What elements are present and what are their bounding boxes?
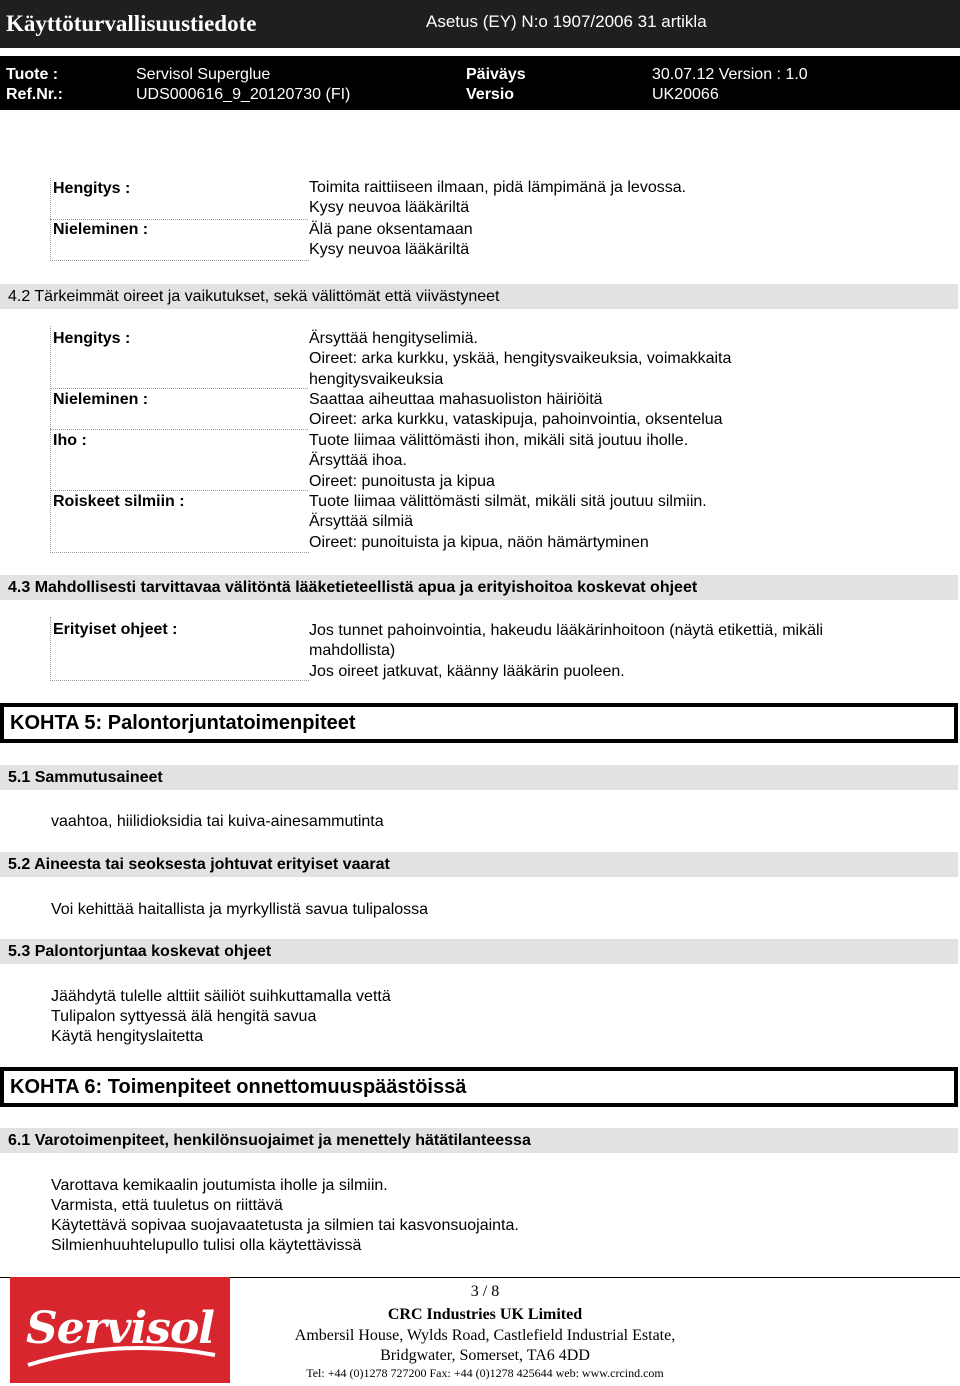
document-meta (0, 56, 960, 110)
section-4-2-heading: 4.2 Tärkeimmät oireet ja vaikutukset, sekä välittömät että viivästyneet (0, 284, 958, 309)
row-value: Tuote liimaa välittömästi silmät, mikäli sitä joutuu silmiin. Ärsyttää silmiä Oireet: punoituista ja kipua, näön hämärtyminen (309, 493, 707, 551)
logo-wordmark: Servisol (25, 1303, 215, 1354)
date-label: Päiväys (466, 66, 526, 83)
row-divider (50, 429, 308, 430)
section-5-3-heading: 5.3 Palontorjuntaa koskevat ohjeet (0, 939, 958, 964)
company-address-line2: Bridgwater, Somerset, TA6 4DD (380, 1347, 590, 1364)
version-value: UK20066 (652, 86, 719, 103)
version-label: Versio (466, 86, 515, 103)
symptoms-table (50, 326, 309, 553)
section-6-1-text: Varottava kemikaalin joutumista iholle ja silmiin. Varmista, että tuuletus on riittävä Käytettävä sopivaa suojavaatetusta ja silmien tai kasvonsuojainta. Silmienhuuhtelupullo tulisi olla käytettävissä (51, 1177, 519, 1254)
document-title: Käyttöturvallisuustiedote (6, 11, 257, 36)
company-address-line1: Ambersil House, Wylds Road, Castlefield Industrial Estate, (294, 1327, 676, 1344)
row-label: Iho : (53, 432, 87, 449)
section-5-1-text: vaahtoa, hiilidioksidia tai kuiva-ainesammutinta (51, 813, 384, 830)
row-label: Nieleminen : (53, 391, 149, 408)
page-number: 3 / 8 (470, 1283, 500, 1300)
company-contact: Tel: +44 (0)1278 727200 Fax: +44 (0)1278 425644 web: www.crcind.com (306, 1366, 664, 1380)
row-divider (50, 490, 308, 491)
row-value: Jos tunnet pahoinvointia, hakeudu lääkärinhoitoon (näytä etikettiä, mikäli mahdollista) Jos oireet jatkuvat, käänny lääkärin puoleen. (309, 622, 824, 680)
row-value: Ärsyttää hengityselimiä. Oireet: arka kurkku, yskää, hengitysvaikeuksia, voimakkaita hengitysvaikeuksia (309, 330, 732, 388)
section-5-2-heading: 5.2 Aineesta tai seoksesta johtuvat erityiset vaarat (0, 852, 958, 877)
row-value: Toimita raittiiseen ilmaan, pidä lämpimänä ja levossa. Kysy neuvoa lääkäriltä (309, 179, 687, 217)
row-label: Hengitys : (53, 180, 131, 197)
section-6-1-heading: 6.1 Varotoimenpiteet, henkilönsuojaimet ja menettely hätätilanteessa (0, 1128, 958, 1153)
servisol-logo (10, 1277, 230, 1383)
ref-value: UDS000616_9_20120730 (FI) (136, 86, 351, 103)
row-divider (50, 219, 308, 220)
section-6-heading: KOHTA 6: Toimenpiteet onnettomuuspäästöissä (0, 1067, 958, 1107)
row-label: Nieleminen : (53, 221, 149, 238)
section-5-3-text: Jäähdytä tulelle alttiit säiliöt suihkuttamalla vettä Tulipalon syttyessä älä hengitä savua Käytä hengityslaitetta (51, 988, 391, 1045)
row-label: Hengitys : (53, 330, 131, 347)
row-value: Tuote liimaa välittömästi ihon, mikäli sitä joutuu iholle. Ärsyttää ihoa. Oireet: punoitusta ja kipua (309, 432, 689, 490)
ref-label: Ref.Nr.: (6, 86, 63, 103)
product-value: Servisol Superglue (136, 66, 271, 83)
document-header (0, 0, 960, 48)
section-4-3-heading: 4.3 Mahdollisesti tarvittavaa välitöntä lääketieteellistä apua ja erityishoitoa koskevat ohjeet (0, 575, 958, 600)
row-label: Erityiset ohjeet : (53, 621, 178, 638)
row-value: Älä pane oksentamaan Kysy neuvoa lääkäriltä (309, 221, 473, 259)
date-value: 30.07.12 Version : 1.0 (652, 66, 808, 83)
section-5-1-heading: 5.1 Sammutusaineet (0, 765, 958, 790)
row-label: Roiskeet silmiin : (53, 493, 185, 510)
row-value: Saattaa aiheuttaa mahasuoliston häiriöitä Oireet: arka kurkku, vataskipuja, pahoinvointia, oksentelua (309, 391, 723, 429)
section-5-heading: KOHTA 5: Palontorjuntatoimenpiteet (0, 703, 958, 743)
row-divider (50, 388, 308, 389)
section-5-2-text: Voi kehittää haitallista ja myrkyllistä savua tulipalossa (51, 901, 429, 918)
product-label: Tuote : (6, 66, 59, 83)
company-name: CRC Industries UK Limited (387, 1306, 583, 1323)
regulation-reference: Asetus (EY) N:o 1907/2006 31 artikla (426, 12, 707, 31)
